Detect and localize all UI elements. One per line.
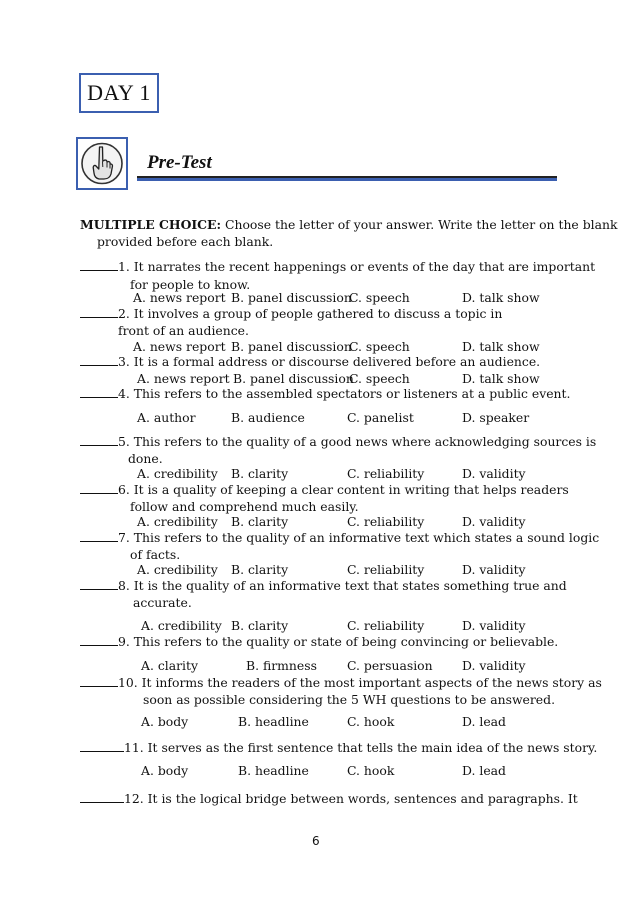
answer-blank[interactable] (80, 482, 118, 494)
answer-option-c: C. reliability (347, 618, 425, 633)
answer-blank[interactable] (80, 791, 124, 803)
question-number: 6. (118, 482, 130, 497)
answer-option-a: A. credibility (137, 514, 218, 529)
question-11-line-1 (80, 740, 597, 755)
hand-pointing-up-icon (80, 141, 124, 186)
answer-option-c: C. speech (349, 339, 410, 354)
question-number: 3. (118, 354, 130, 369)
answer-option-b: B. clarity (231, 466, 289, 481)
answer-option-b: B. audience (231, 410, 305, 425)
answer-option-a: A. clarity (141, 658, 198, 673)
answer-option-d: D. speaker (462, 410, 530, 425)
answer-option-a: A. credibility (137, 466, 218, 481)
answer-option-a: A. body (141, 714, 189, 729)
answer-option-d: D. validity (462, 466, 526, 481)
question-12-line-1 (80, 791, 578, 806)
answer-option-c: C. panelist (347, 410, 414, 425)
answer-option-b: B. headline (238, 763, 309, 778)
answer-blank[interactable] (80, 306, 118, 318)
answer-option-c: C. hook (347, 714, 395, 729)
answer-blank[interactable] (80, 434, 118, 446)
instructions-line-1 (80, 217, 617, 232)
question-1-line-2: for people to know. (130, 277, 251, 292)
answer-blank[interactable] (80, 259, 118, 271)
question-8-line-1 (80, 578, 567, 593)
instructions-line-2: provided before each blank. (97, 234, 274, 249)
answer-option-c: C. reliability (347, 562, 425, 577)
answer-option-b: B. clarity (231, 514, 289, 529)
answer-option-a: A. news report (137, 371, 230, 386)
answer-option-d: D. validity (462, 618, 526, 633)
answer-option-c: C. persuasion (347, 658, 433, 673)
answer-blank[interactable] (80, 675, 118, 687)
section-icon-frame (76, 137, 128, 190)
answer-option-b: B. panel discussion (231, 339, 352, 354)
question-text: It is the logical bridge between words, sentences and paragraphs. It (143, 791, 578, 806)
question-2-line-2: front of an audience. (118, 323, 249, 338)
answer-option-b: B. firmness (246, 658, 317, 673)
answer-option-c: C. reliability (347, 466, 425, 481)
question-8-line-2: accurate. (133, 595, 192, 610)
answer-option-c: C. reliability (347, 514, 425, 529)
question-text: It is the quality of an informative text that states something true and (129, 578, 567, 593)
answer-option-c: C. speech (349, 290, 410, 305)
question-3-line-1 (80, 354, 540, 369)
answer-option-a: A. credibility (141, 618, 222, 633)
answer-option-a: A. body (141, 763, 189, 778)
day-label: DAY 1 (87, 80, 151, 105)
answer-blank[interactable] (80, 530, 118, 542)
answer-blank[interactable] (80, 740, 124, 752)
answer-blank[interactable] (80, 386, 118, 398)
answer-blank[interactable] (80, 634, 118, 646)
question-5-line-2: done. (128, 451, 163, 466)
answer-option-b: B. clarity (231, 618, 289, 633)
answer-option-d: D. lead (462, 714, 506, 729)
answer-option-b: B. clarity (231, 562, 289, 577)
answer-option-c: C. hook (347, 763, 395, 778)
answer-option-b: B. panel discussion (231, 290, 352, 305)
question-number: 4. (118, 386, 130, 401)
question-number: 10. (118, 675, 138, 690)
answer-option-a: A. credibility (137, 562, 218, 577)
answer-option-d: D. validity (462, 514, 526, 529)
page-number: 6 (312, 834, 320, 848)
question-2-line-1 (80, 306, 502, 321)
question-text: It is a quality of keeping a clear content in writing that helps readers (129, 482, 569, 497)
answer-option-a: A. news report (133, 339, 226, 354)
question-text: This refers to the quality of an informative text which states a sound logic (129, 530, 600, 545)
question-number: 2. (118, 306, 130, 321)
question-text: It involves a group of people gathered to discuss a topic in (129, 306, 503, 321)
answer-blank[interactable] (80, 354, 118, 366)
day-label-box (79, 73, 159, 113)
question-text: This refers to the quality or state of being convincing or believable. (129, 634, 559, 649)
question-10-line-1 (80, 675, 602, 690)
question-text: It informs the readers of the most important aspects of the news story as (137, 675, 602, 690)
question-text: It serves as the first sentence that tells the main idea of the news story. (143, 740, 598, 755)
answer-option-d: D. talk show (462, 339, 540, 354)
question-text: It is a formal address or discourse delivered before an audience. (129, 354, 541, 369)
answer-option-c: C. speech (349, 371, 410, 386)
answer-option-b: B. panel discussion (233, 371, 354, 386)
question-text: It narrates the recent happenings or events of the day that are important (129, 259, 596, 274)
question-number: 1. (118, 259, 130, 274)
answer-option-d: D. talk show (462, 371, 540, 386)
answer-option-d: D. validity (462, 562, 526, 577)
question-number: 9. (118, 634, 130, 649)
instructions-label: MULTIPLE CHOICE: (80, 217, 222, 232)
answer-option-d: D. validity (462, 658, 526, 673)
instructions-text-1: Choose the letter of your answer. Write the letter on the blank (221, 217, 618, 232)
section-title-rule (137, 176, 557, 181)
question-1-line-1 (80, 259, 595, 274)
answer-option-b: B. headline (238, 714, 309, 729)
answer-option-d: D. talk show (462, 290, 540, 305)
question-text: This refers to the assembled spectators or listeners at a public event. (129, 386, 571, 401)
question-number: 11. (124, 740, 144, 755)
question-4-line-1 (80, 386, 570, 401)
question-number: 5. (118, 434, 130, 449)
question-5-line-1 (80, 434, 596, 449)
question-6-line-1 (80, 482, 569, 497)
answer-option-a: A. news report (133, 290, 226, 305)
question-6-line-2: follow and comprehend much easily. (130, 499, 359, 514)
answer-option-a: A. author (137, 410, 196, 425)
question-7-line-1 (80, 530, 599, 545)
question-10-line-2: soon as possible considering the 5 WH questions to be answered. (143, 692, 556, 707)
question-9-line-1 (80, 634, 558, 649)
question-7-line-2: of facts. (130, 547, 181, 562)
section-title: Pre-Test (147, 152, 212, 173)
question-text: This refers to the quality of a good news where acknowledging sources is (129, 434, 597, 449)
answer-option-d: D. lead (462, 763, 506, 778)
question-number: 12. (124, 791, 144, 806)
question-number: 8. (118, 578, 130, 593)
question-number: 7. (118, 530, 130, 545)
answer-blank[interactable] (80, 578, 118, 590)
